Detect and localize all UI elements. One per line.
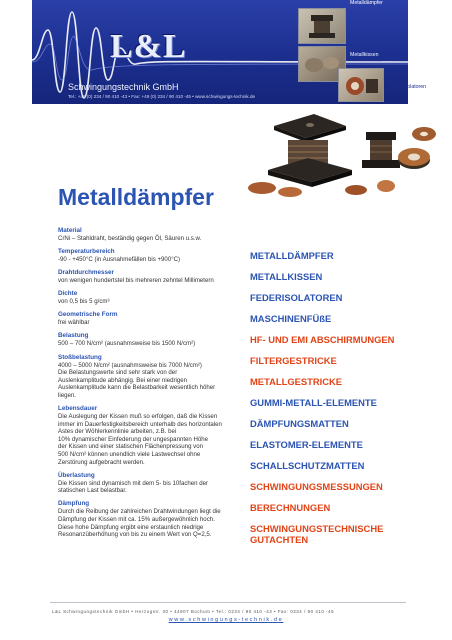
nav-link[interactable]: DÄMPFUNGSMATTEN [250, 418, 349, 429]
spec-text-line: von 0,5 bis 5 g/cm³ [58, 298, 110, 306]
tile-metalldaempfer-image[interactable] [298, 8, 346, 44]
spec-text-line: Dämpfung der Kissen mit ca. 15% außergewöhnlich hoch. [58, 515, 215, 523]
spec-label: Material [58, 227, 82, 234]
spec-text-line: von wenigen hundertstel bis mehreren zehntel Millimetern [58, 277, 214, 285]
spec-label: Überlastung [58, 471, 95, 479]
header-banner [32, 0, 408, 104]
spec-text-line: Auslenkamplitude kann die Belastbarkeit wesentlich höher [58, 384, 216, 392]
nav-link[interactable]: SCHALLSCHUTZMATTEN [250, 460, 365, 471]
nav-link[interactable]: MASCHINENFÜßE [250, 313, 332, 324]
spec-block [58, 332, 248, 348]
metalldaempfer-product-image [246, 106, 446, 198]
spec-text-line: immer im Dauerfestigkeitsbereich unterhalb des horizontalen [58, 420, 222, 428]
footer-divider [50, 602, 406, 603]
spec-text-line: der Kissen und einer statischen Flächenpressung von [58, 443, 203, 451]
spec-block [58, 290, 248, 306]
spec-block [58, 311, 248, 327]
footer-website-link[interactable]: www.schwingungs-technik.de [168, 617, 284, 623]
spec-text-line: 500 N/cm² können unendlich viele Lastwechsel ohne [58, 451, 201, 458]
specifications-list [58, 227, 248, 544]
spec-text-line: Durch die Reibung der zahlreichen Drahtwindungen liegt die [58, 508, 221, 516]
spec-label: Dichte [58, 290, 78, 298]
spec-label: Geometrische Form [58, 311, 118, 319]
spec-label: Dämpfung [58, 500, 90, 508]
footer-address: L&L Schwingungstechnik GmbH • Herzogstr. 30 • 44807 Bochum • Tel.: 0234 / 90 410 -43 • Fax: 0234 / 90 410 -45 [52, 609, 335, 614]
spec-text-line: 10% dynamischer Einfederung der ungespannten Höhe [58, 435, 209, 443]
nav-link[interactable]: FEDERISOLATOREN [250, 292, 343, 303]
spec-text-line: 4000 – 5000 N/cm² (ausnahmsweise bis 7000 N/cm²) [58, 361, 202, 369]
spec-label: Drahtdurchmesser [58, 269, 114, 277]
spec-text-line: liegen. [58, 391, 76, 399]
tile-federisolatoren-image[interactable] [338, 68, 384, 102]
spec-text-line: -90 - +450°C (in Ausnahmefällen bis +900°C) [58, 256, 181, 264]
nav-link[interactable]: FILTERGESTRICKE [250, 355, 337, 366]
spec-label: Lebensdauer [58, 405, 98, 413]
nav-link[interactable]: SCHWINGUNGSTECHNISCHE GUTACHTEN [250, 523, 384, 545]
spec-text-line: Auslenkamplitude abhängig. Bei einer niedrigen [58, 376, 188, 384]
tile-caption-metalldaempfer: Metalldämpfer [350, 0, 383, 6]
page-title: Metalldämpfer [58, 184, 214, 210]
spec-block [58, 227, 248, 243]
spec-text-line: statischen Last belastbar. [58, 487, 127, 495]
spec-block [58, 354, 248, 400]
spec-text-line: frei wählbar [58, 319, 90, 327]
nav-link[interactable]: METALLKISSEN [250, 271, 323, 282]
spec-text-line: Astes der Wöhlerkennlinie arbeiten, z.B. bei [58, 428, 177, 436]
nav-link[interactable]: ELASTOMER-ELEMENTE [250, 439, 363, 450]
spec-text-line: Die Auslegung der Kissen muß so erfolgen, daß die Kissen [58, 413, 218, 421]
spec-text-line: Zerstörung aufgebracht werden. [58, 458, 145, 466]
spec-label: Belastung [58, 332, 89, 340]
tile-caption-federisolatoren-side: Federisolatoren [390, 84, 427, 90]
company-logo: L&L [110, 28, 187, 65]
company-name: Schwingungstechnik GmbH [68, 82, 179, 92]
spec-block [58, 248, 248, 264]
nav-link[interactable]: METALLGESTRICKE [250, 376, 343, 387]
spec-text-line: 500 – 700 N/cm² (ausnahmsweise bis 1500 N/cm²) [58, 340, 196, 348]
nav-link[interactable]: HF- UND EMI ABSCHIRMUNGEN [250, 334, 395, 345]
spec-label: Temperaturbereich [58, 248, 115, 256]
damper-photo-icon [299, 9, 345, 43]
nav-link[interactable]: METALLDÄMPFER [250, 250, 334, 261]
spring-isolator-photo-icon [339, 69, 383, 101]
spec-block [58, 472, 248, 495]
nav-link[interactable]: GUMMI-METALL-ELEMENTE [250, 397, 377, 408]
spec-text-line: Die Belastungswerte sind sehr stark von der [58, 369, 178, 377]
spec-text-line: CrNi – Stahldraht, beständig gegen Öl, Säuren u.s.w. [58, 235, 202, 242]
spec-text-line: Die Kissen sind dynamisch mit dem 5- bis 10fachen der [58, 479, 209, 487]
nav-link[interactable]: BERECHNUNGEN [250, 502, 331, 513]
spec-text-line: Diese hohe Dämpfung ergibt eine erstaunlich niedrige [58, 523, 204, 531]
spec-text-line: Resonanzüberhöhung von bis zu einem Wert von Q=2,5. [58, 531, 212, 539]
nav-link[interactable]: SCHWINGUNGSMESSUNGEN [250, 481, 383, 492]
spec-block [58, 269, 248, 285]
product-navigation [250, 250, 440, 555]
spec-block [58, 405, 248, 466]
tile-caption-metallkissen: Metallkissen [350, 52, 379, 58]
contact-line: Tel.: +49 (0) 234 / 90 410 -43 • Fax: +49 (0) 234 / 90 410 -45 • www.schwingungs-technik.de [68, 94, 256, 99]
spec-block [58, 500, 248, 538]
spec-label: Stoßbelastung [58, 353, 102, 361]
